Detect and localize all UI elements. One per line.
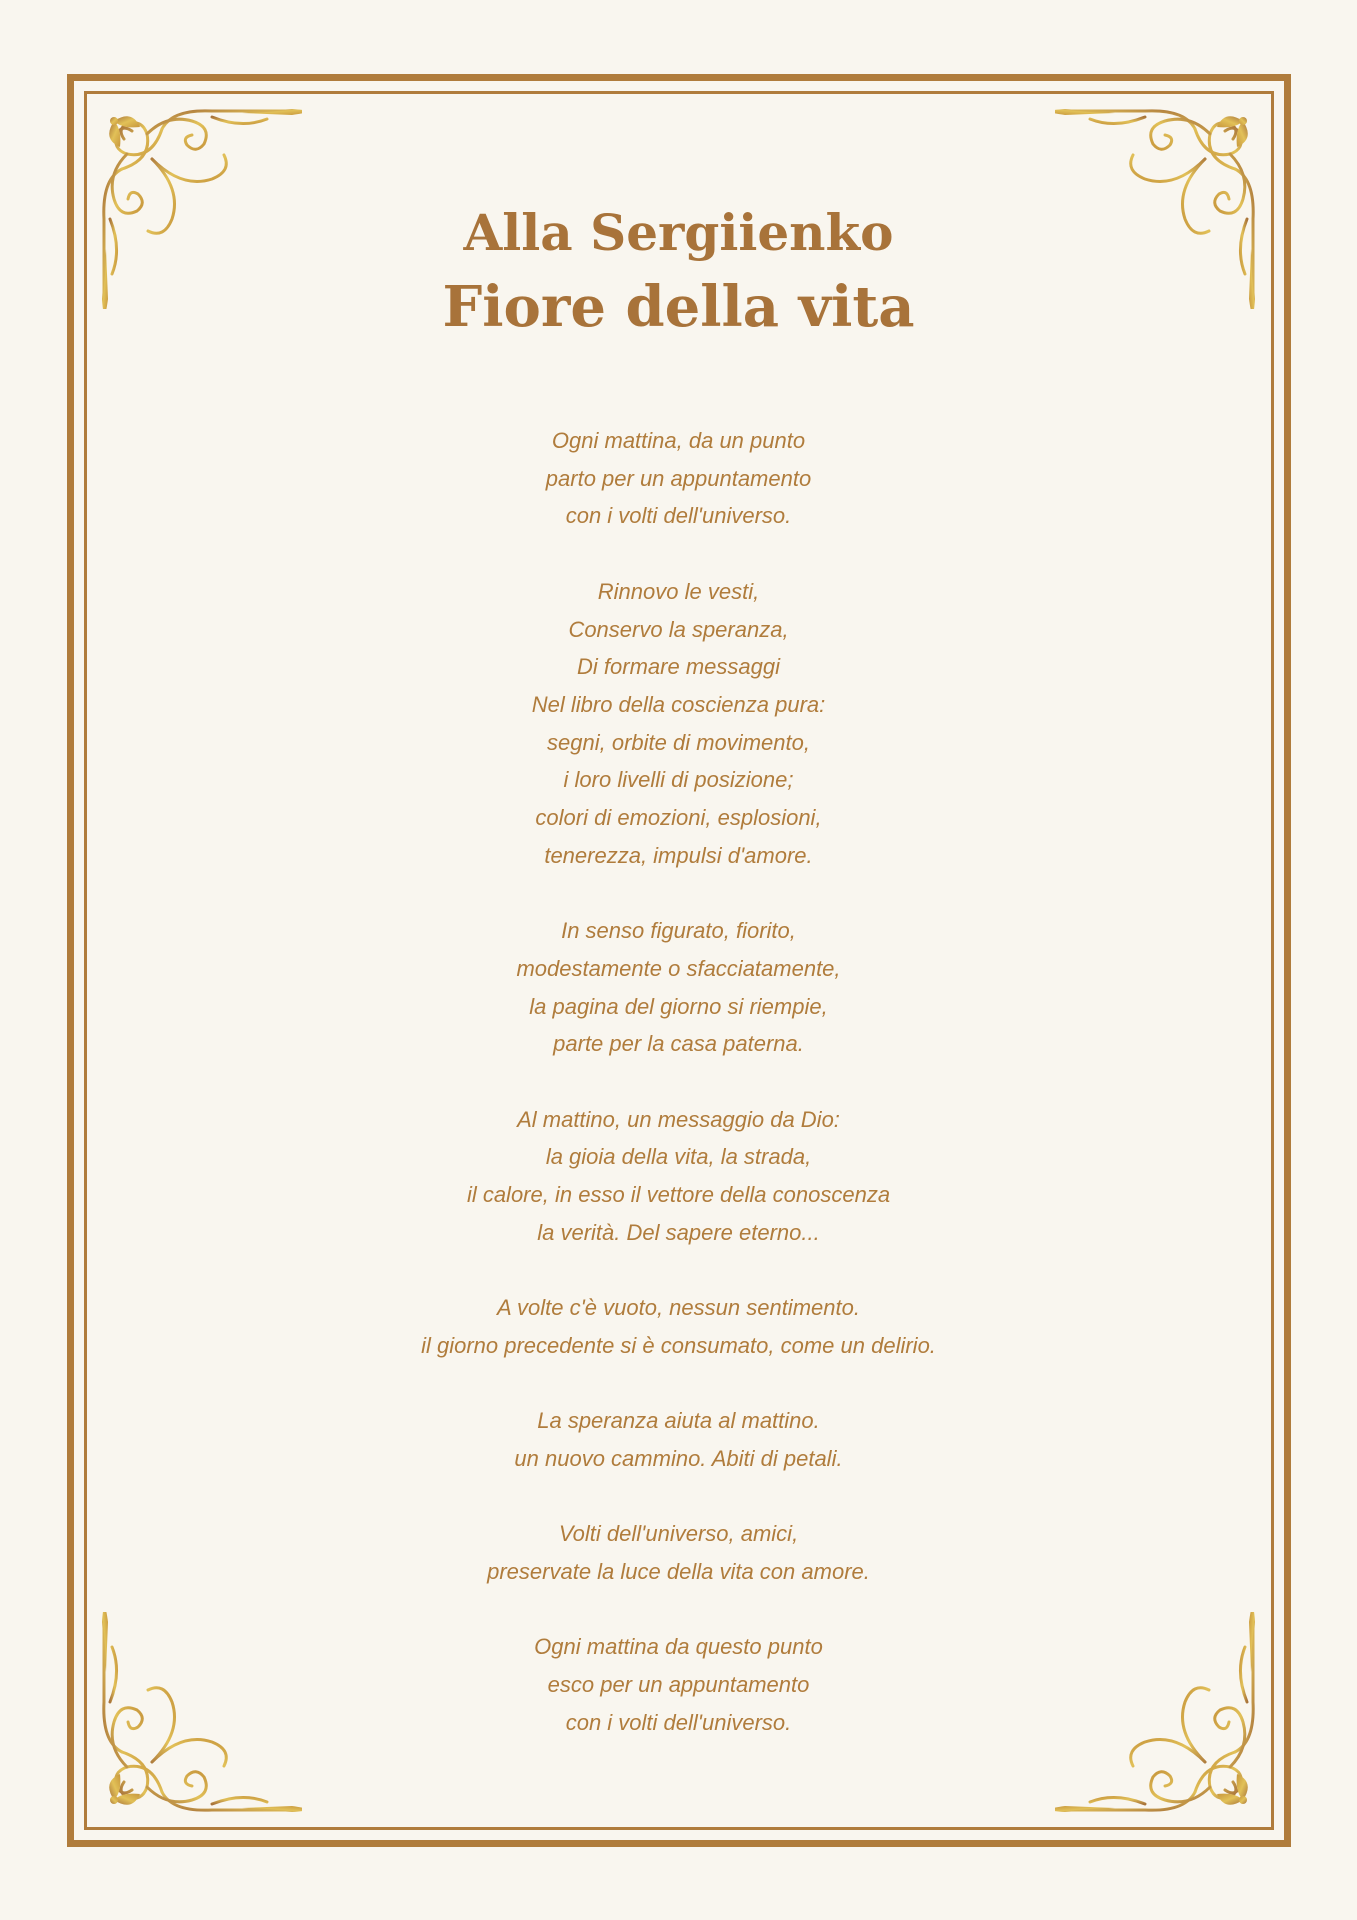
poem-line: Nel libro della coscienza pura:: [531, 691, 826, 717]
stanza: [0, 912, 1357, 1063]
poem-body: [0, 422, 1357, 1779]
poem-line: In senso figurato, fiorito,: [561, 918, 796, 944]
poem-line: il giorno precedente si è consumato, come un delirio.: [421, 1332, 936, 1358]
poem-line: il calore, in esso il vettore della conoscenza: [466, 1182, 891, 1208]
poem-line: esco per un appuntamento: [547, 1672, 810, 1698]
stanza: [0, 1628, 1357, 1741]
poem-line: Volti dell'universo, amici,: [558, 1521, 799, 1547]
title-block: [0, 198, 1357, 346]
stanza: [0, 573, 1357, 875]
poem-line: la verità. Del sapere eterno...: [537, 1219, 820, 1245]
poem-line: tenerezza, impulsi d'amore.: [544, 842, 813, 868]
stanza: [0, 422, 1357, 535]
poem-line: Rinnovo le vesti,: [597, 578, 760, 604]
poem-line: Ogni mattina da questo punto: [534, 1634, 823, 1660]
author-name: Alla Sergiienko: [463, 203, 894, 262]
poem-line: Al mattino, un messaggio da Dio:: [517, 1106, 840, 1132]
poem-line: un nuovo cammino. Abiti di petali.: [514, 1445, 843, 1471]
stanza: [0, 1402, 1357, 1477]
poem-line: la gioia della vita, la strada,: [545, 1144, 812, 1170]
poem-line: con i volti dell'universo.: [565, 1709, 792, 1735]
poem-line: la pagina del giorno si riempie,: [529, 993, 828, 1019]
poem-title: Fiore della vita: [442, 274, 915, 340]
poem-line: modestamente o sfacciatamente,: [516, 955, 841, 981]
poem-line: i loro livelli di posizione;: [563, 767, 794, 793]
poem-line: La speranza aiuta al mattino.: [537, 1408, 820, 1434]
stanza: [0, 1101, 1357, 1252]
poem-line: preservate la luce della vita con amore.: [487, 1559, 870, 1584]
poem-line: Di formare messaggi: [577, 654, 780, 680]
poem-line: con i volti dell'universo.: [565, 503, 792, 529]
poem-line: colori di emozioni, esplosioni,: [535, 805, 822, 831]
poem-line: parte per la casa paterna.: [553, 1031, 804, 1057]
poem-line: A volte c'è vuoto, nessun sentimento.: [497, 1295, 860, 1321]
poem-line: parto per un appuntamento: [545, 465, 812, 491]
stanza: [0, 1289, 1357, 1364]
poem-line: Conservo la speranza,: [568, 616, 789, 642]
poem-line: Ogni mattina, da un punto: [551, 428, 806, 453]
poem-line: segni, orbite di movimento,: [547, 729, 810, 755]
stanza: [0, 1515, 1357, 1590]
